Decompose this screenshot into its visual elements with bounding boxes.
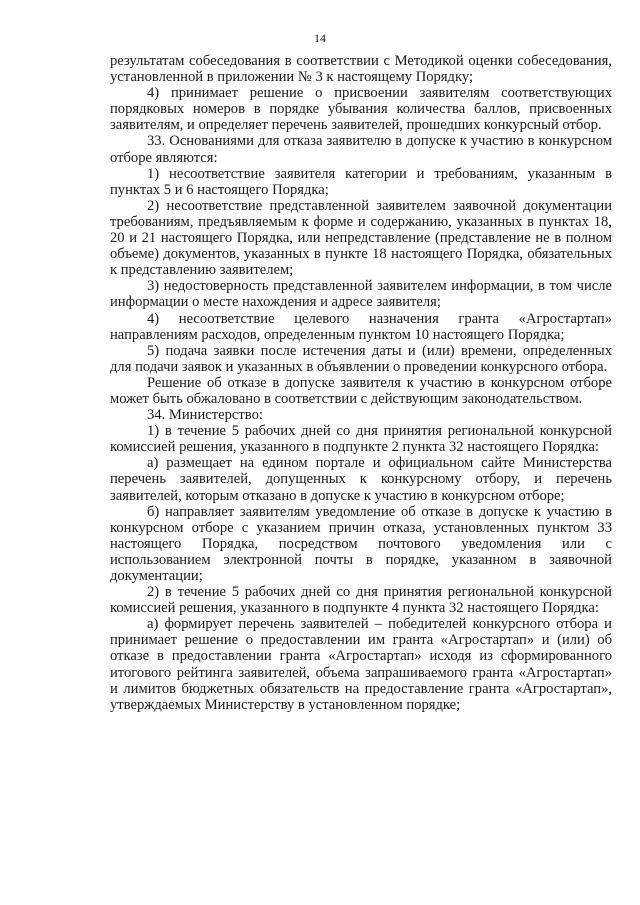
paragraph-33-item-3: 3) недостоверность представленной заявителем информации, в том числе информации о месте нахождения и адресе заявителя; <box>110 278 612 311</box>
paragraph-34-ministry: 34. Министерство: <box>147 407 263 424</box>
paragraph-34-item-1b: б) направляет заявителям уведомление об отказе в допуске к участию в конкурсном отборе с указанием причин отказа, установленных пунктом 33 настоящего Порядка, посредством почтового уведомления или с использованием электронной почты в порядке, указанном в заявочной документации; <box>110 503 612 584</box>
paragraph-appeal: Решение об отказе в допуске заявителя к участию в конкурсном отборе может быть обжаловано в соответствии с действующим законодательством. <box>110 374 612 407</box>
paragraph-33-item-1: 1) несоответствие заявителя категории и требованиям, указанным в пунктах 5 и 6 настоящего Порядка; <box>110 165 612 198</box>
paragraph-continuation: результатам собеседования в соответствии с Методикой оценки собеседования, установленной в приложении № 3 к настоящему Порядку; <box>110 53 612 86</box>
page-number: 14 <box>314 31 326 45</box>
paragraph-33-item-2: 2) несоответствие представленной заявителем заявочной документации требованиям, предъявляемым к форме и содержанию, указанных в пунктах 18, 20 и 21 настоящего Порядка, или непредставление (представление не в полном объеме) документов, указанных в пункте 18 настоящего Порядка, обязательных к представлению заявителем; <box>110 197 612 279</box>
paragraph-34-item-2a: а) формирует перечень заявителей – победителей конкурсного отбора и принимает решение о предоставлении им гранта «Агростартап» и (или) об отказе в предоставлении гранта «Агростартап» исходя из сформированного итогового рейтинга заявителей, объема запрашиваемого гранта «Агростартап» и лимитов бюджетных обязательств на предоставление гранта «Агростартап», утверждаемых Министерству в установленном порядке; <box>110 616 612 713</box>
paragraph-34-item-1a: а) размещает на едином портале и официальном сайте Министерства перечень заявителей, допущенных к конкурсному отбору, и перечень заявителей, которым отказано в допуске к участию в конкурсном отборе; <box>110 455 612 504</box>
paragraph-34-item-2: 2) в течение 5 рабочих дней со дня принятия региональной конкурсной комиссией решения, указанного в подпункте 4 пункта 32 настоящего Порядка: <box>110 584 612 617</box>
paragraph-item-4-ranking: 4) принимает решение о присвоении заявителям соответствующих порядковых номеров в порядке убывания количества баллов, присвоенных заявителям, и определяет перечень заявителей, прошедших конкурсный отбор. <box>110 85 612 134</box>
paragraph-33-item-5: 5) подача заявки после истечения даты и (или) времени, определенных для подачи заявок и указанных в объявлении о проведении конкурсного отбора. <box>110 342 612 375</box>
paragraph-34-item-1: 1) в течение 5 рабочих дней со дня принятия региональной конкурсной комиссией решения, указанного в подпункте 2 пункта 32 настоящего Порядка: <box>110 423 612 456</box>
paragraph-33-refusal-grounds: 33. Основаниями для отказа заявителю в допуске к участию в конкурсном отборе являются: <box>110 133 612 166</box>
paragraph-33-item-4: 4) несоответствие целевого назначения гранта «Агростартап» направлениям расходов, определенным пунктом 10 настоящего Порядка; <box>110 310 612 343</box>
document-body <box>110 53 612 713</box>
